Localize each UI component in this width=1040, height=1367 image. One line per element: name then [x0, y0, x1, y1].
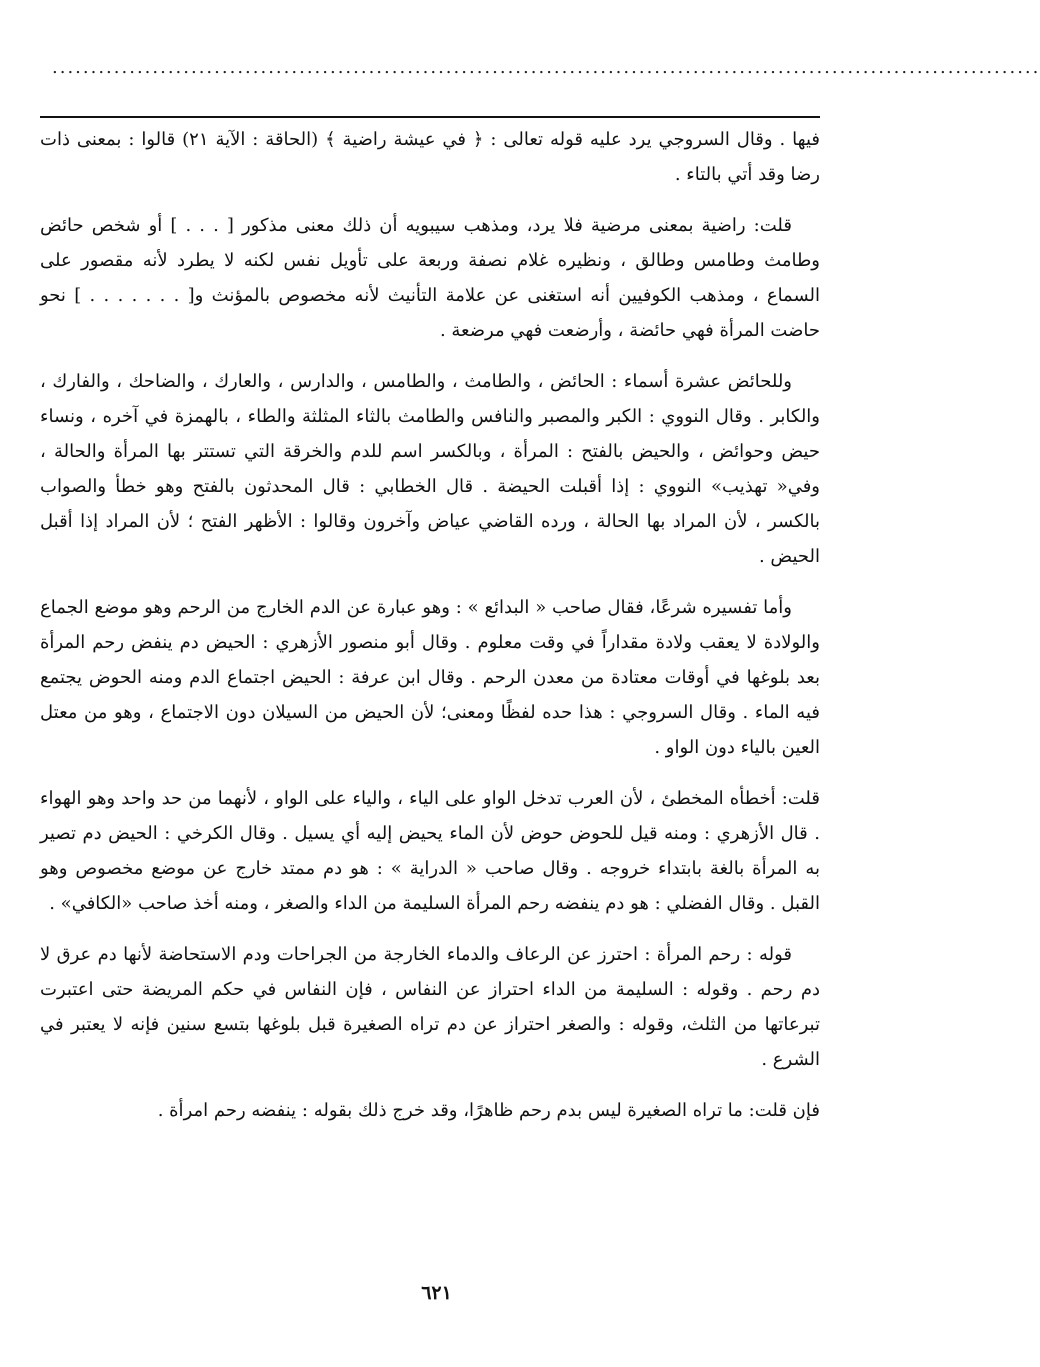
paragraph-3: وللحائض عشرة أسماء : الحائض ، والطامث ، والطامس ، والدارس ، والعارك ، والضاحك ، والفارك ، والكابر . وقال النووي : الكبر والمصبر والنافس والطامث بالثاء المثلثة والطاء ، بالهمزة في آخره ، ونساء حيض وحوائض ، والحيض بالفتح : المرأة ، وبالكسر اسم للدم والخرقة التي تستتر بها المرأة والحالة ، وفي« تهذيب» النووي : إذا أقبلت الحيضة . قال الخطابي : قال المحدثون بالفتح وهو خطأ والصواب بالكسر ، لأن المراد بها الحالة ، ورده القاضي عياض وآخرون وقالوا : الأظهر الفتح ؛ لأن المراد إذا أقبل الحيض .	[40, 371, 820, 567]
paragraph-6: قوله : رحم المرأة : احترز عن الرعاف والدماء الخارجة من الجراحات ودم الاستحاضة لأنها دم عرق لا دم رحم . وقوله : السليمة من الداء احتراز عن النفاس ، فإن النفاس في حكم المريضة حتى اعتبرت تبرعاتها من الثلث، وقوله : والصغر احتراز عن دم تراه الصغيرة قبل بلوغها بتسع سنين فإنه لا يعتبر في الشرع .	[40, 944, 820, 1070]
header-rule	[40, 116, 820, 118]
paragraph-4: وأما تفسيره شرعًا، فقال صاحب « البدائع » : وهو عبارة عن الدم الخارج من الرحم وهو موضع الجماع والولادة لا يعقب ولادة مقداراً في وقت معلوم . وقال أبو منصور الأزهري : الحيض دم ينفض رحم المرأة بعد بلوغها في أوقات معتادة من معدن الرحم . وقال ابن عرفة : الحيض اجتماع الدم ومنه الحوض يجتمع فيه الماء . وقال السروجي : هذا حده لفظًا ومعنى؛ لأن الحيض من السيلان دون الاجتماع ، وهو من معتل العين بالياء دون الواو .	[40, 597, 820, 758]
paragraph-2: قلت: راضية بمعنى مرضية فلا يرد، ومذهب سيبويه أن ذلك معنى مذكور [ . . . ] أو شخص حائض وطامث وطامس وطالق ، ونظيره غلام نصفة وربعة على تأويل نفس لكنه لا يطرد لأنه مقصور على السماع ، ومذهب الكوفيين أنه استغنى عن علامة التأنيث لأنه مخصوص بالمؤنث و[ . . . . . . . ] نحو حاضت المرأة فهي حائضة ، وأرضعت فهي مرضعة .	[40, 215, 820, 341]
page-number: ٦٢١	[421, 1282, 452, 1304]
paragraph-5: قلت: أخطأه المخطئ ، لأن العرب تدخل الواو على الياء ، والياء على الواو ، لأنهما من حد واحد وهو الهواء . قال الأزهري : ومنه قيل للحوض حوض لأن الماء يحيض إليه أي يسيل . وقال الكرخي : الحيض دم تصير به المرأة بالغة بابتداء خروجه . وقال صاحب « الدراية » : هو دم ممتد خارج عن موضع مخصوص وهو القبل . وقال الفضلي : هو دم ينفضه رحم المرأة السليمة من الداء والصغر ، ومنه أخذ صاحب «الكافي» .	[40, 788, 820, 914]
paragraph-7: فإن قلت: ما تراه الصغيرة ليس بدم رحم ظاهرًا، وقد خرج ذلك بقوله : ينفضه رحم امرأة .	[157, 1100, 820, 1121]
header-dotted-line: ................................................................................................................................	[52, 57, 1040, 78]
paragraph-1: فيها . وقال السروجي يرد عليه قوله تعالى : ﴿ في عيشة راضية ﴾ (الحاقة : الآية ٢١) قالوا : بمعنى ذات رضا وقد أتي بالتاء .	[40, 129, 820, 185]
body-text	[40, 122, 820, 1144]
